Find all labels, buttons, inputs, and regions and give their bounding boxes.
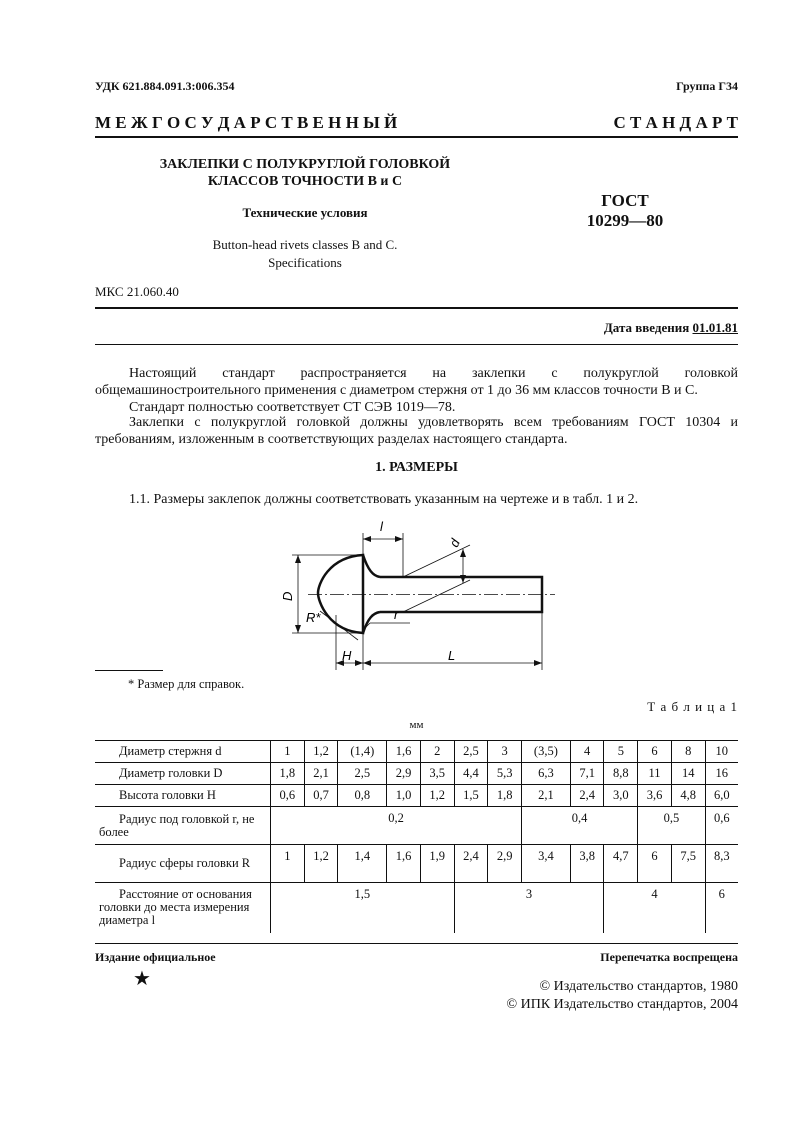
table-cell: 1,2 bbox=[304, 741, 338, 763]
label-d: d bbox=[446, 536, 463, 550]
table-cell: 0,6 bbox=[705, 807, 738, 845]
intro-date-value: 01.01.81 bbox=[692, 320, 738, 335]
table-cell: 7,1 bbox=[570, 763, 604, 785]
standard-banner bbox=[95, 113, 738, 133]
table-cell: 1,6 bbox=[387, 741, 421, 763]
table-cell: 4,4 bbox=[454, 763, 488, 785]
english-title bbox=[95, 236, 515, 272]
row-label: Радиус под головкой r, не более bbox=[95, 807, 271, 845]
table-cell: 14 bbox=[671, 763, 705, 785]
english-title-line2: Specifications bbox=[268, 255, 342, 270]
table-cell: 5 bbox=[604, 741, 638, 763]
footnote: * Размер для справок. bbox=[128, 677, 245, 691]
table-cell: 3,6 bbox=[638, 785, 672, 807]
table-cell: 10 bbox=[705, 741, 738, 763]
table-cell: 3,8 bbox=[570, 845, 604, 883]
footnote-rule bbox=[95, 670, 163, 671]
star-icon: ★ bbox=[133, 968, 151, 990]
label-r: r bbox=[394, 607, 399, 622]
table-cell: 3,5 bbox=[420, 763, 454, 785]
label-D: D bbox=[280, 591, 295, 601]
table-cell: 1 bbox=[271, 845, 305, 883]
table-cell: (1,4) bbox=[338, 741, 387, 763]
table-units: мм bbox=[409, 719, 424, 731]
table-row bbox=[95, 883, 738, 933]
table-cell: 16 bbox=[705, 763, 738, 785]
label-R: R* bbox=[306, 610, 321, 625]
table-row bbox=[95, 741, 738, 763]
intro-date bbox=[604, 320, 738, 336]
row-label: Расстояние от основания головки до места измерения диаметра l bbox=[95, 883, 271, 933]
gost-number: 10299—80 bbox=[586, 211, 664, 230]
table-cell: 1 bbox=[271, 741, 305, 763]
table-cell: 2,9 bbox=[488, 845, 522, 883]
table-cell: 1,2 bbox=[304, 845, 338, 883]
paragraph-sizes: 1.1. Размеры заклепок должны соответствовать указанным на чертеже и в табл. 1 и 2. bbox=[129, 492, 639, 507]
table-cell: 8,8 bbox=[604, 763, 638, 785]
table-cell: 0,5 bbox=[638, 807, 705, 845]
row-label: Диаметр стержня d bbox=[95, 741, 271, 763]
table-cell: 1,5 bbox=[454, 785, 488, 807]
table-cell: 6,0 bbox=[705, 785, 738, 807]
banner-right: С Т А Н Д А Р Т bbox=[613, 113, 738, 132]
table-cell: 2 bbox=[420, 741, 454, 763]
official-edition: Издание официальное bbox=[95, 950, 216, 964]
paragraph-compliance: Стандарт полностью соответствует СТ СЭВ 1019—78. bbox=[129, 400, 456, 415]
udk-code: УДК 621.884.091.3:006.354 bbox=[95, 79, 235, 93]
table-cell: 3,0 bbox=[604, 785, 638, 807]
table-cell: 2,4 bbox=[454, 845, 488, 883]
table-cell: 0,6 bbox=[271, 785, 305, 807]
table-cell: 0,4 bbox=[522, 807, 638, 845]
label-l: l bbox=[380, 519, 383, 534]
table-cell: 2,5 bbox=[338, 763, 387, 785]
table-row bbox=[95, 763, 738, 785]
english-title-line1: Button-head rivets classes B and C. bbox=[212, 237, 398, 252]
document-subtitle: Технические условия bbox=[242, 205, 368, 220]
table-cell: 2,4 bbox=[570, 785, 604, 807]
table-cell: 4,7 bbox=[604, 845, 638, 883]
copyright bbox=[506, 978, 738, 1014]
date-rule bbox=[95, 344, 738, 345]
table-row bbox=[95, 807, 738, 845]
rivet-head bbox=[318, 555, 363, 633]
table-cell: 0,2 bbox=[271, 807, 522, 845]
rivet-fillet bbox=[363, 555, 380, 633]
table-row bbox=[95, 785, 738, 807]
table-cell: 3 bbox=[488, 741, 522, 763]
table-cell: 1,2 bbox=[420, 785, 454, 807]
section-title: 1. РАЗМЕРЫ bbox=[375, 460, 458, 475]
title-rule bbox=[95, 307, 738, 309]
table-cell: 2,5 bbox=[454, 741, 488, 763]
reprint-notice: Перепечатка воспрещена bbox=[600, 950, 738, 964]
label-H: H bbox=[342, 648, 352, 663]
group-code: Группа Г34 bbox=[676, 79, 738, 93]
paragraph-scope: Настоящий стандарт распространяется на заклепки с полукруглой головкой общемашиностроительного применения с диаметром стержня от 1 до 36 мм классов точности В и С. bbox=[95, 366, 738, 398]
table-cell: 2,9 bbox=[387, 763, 421, 785]
table-caption: Т а б л и ц а 1 bbox=[647, 699, 738, 714]
table-cell: 4 bbox=[604, 883, 705, 933]
table-cell: 8 bbox=[671, 741, 705, 763]
footer-rule bbox=[95, 943, 738, 944]
table-cell: 8,3 bbox=[705, 845, 738, 883]
table-cell: 6,3 bbox=[522, 763, 571, 785]
table-cell: 5,3 bbox=[488, 763, 522, 785]
table-cell: 6 bbox=[638, 741, 672, 763]
table-cell: 0,8 bbox=[338, 785, 387, 807]
table-cell: 1,8 bbox=[488, 785, 522, 807]
row-label: Диаметр головки D bbox=[95, 763, 271, 785]
table-cell: 3 bbox=[454, 883, 604, 933]
copyright-2004: © ИПК Издательство стандартов, 2004 bbox=[506, 997, 738, 1012]
table-cell: 4,8 bbox=[671, 785, 705, 807]
table-cell: 1,9 bbox=[420, 845, 454, 883]
table-row bbox=[95, 845, 738, 883]
header-rule bbox=[95, 136, 738, 138]
table-cell: 1,5 bbox=[271, 883, 455, 933]
banner-left: М Е Ж Г О С У Д А Р С Т В Е Н Н Ы Й bbox=[95, 113, 398, 132]
table-cell: 4 bbox=[570, 741, 604, 763]
table-cell: 3,4 bbox=[522, 845, 571, 883]
table-cell: 0,7 bbox=[304, 785, 338, 807]
table-cell: 1,0 bbox=[387, 785, 421, 807]
paragraph-requirements: Заклепки с полукруглой головкой должны удовлетворять всем требованиям ГОСТ 10304 и требованиям, изложенным в соответствующих разделах настоящего стандарта. bbox=[95, 415, 738, 447]
row-label: Радиус сферы головки R bbox=[95, 845, 271, 883]
label-L: L bbox=[448, 648, 456, 663]
table-cell: 1,6 bbox=[387, 845, 421, 883]
table-cell: 2,1 bbox=[522, 785, 571, 807]
gost-designation bbox=[560, 191, 690, 231]
table-cell: 6 bbox=[705, 883, 738, 933]
copyright-1980: © Издательство стандартов, 1980 bbox=[539, 979, 738, 994]
rivet-drawing bbox=[270, 515, 570, 675]
title-line1: ЗАКЛЕПКИ С ПОЛУКРУГЛОЙ ГОЛОВКОЙ bbox=[159, 157, 451, 172]
intro-date-label: Дата введения bbox=[603, 320, 690, 335]
table-cell: 2,1 bbox=[304, 763, 338, 785]
table-cell: (3,5) bbox=[522, 741, 571, 763]
table-cell: 1,4 bbox=[338, 845, 387, 883]
dimensions-table bbox=[95, 740, 738, 933]
table-cell: 1,8 bbox=[271, 763, 305, 785]
row-label: Высота головки H bbox=[95, 785, 271, 807]
table-cell: 7,5 bbox=[671, 845, 705, 883]
title-line2: КЛАССОВ ТОЧНОСТИ В и С bbox=[207, 174, 403, 189]
document-title bbox=[95, 156, 515, 190]
mks-code: МКС 21.060.40 bbox=[95, 284, 179, 299]
gost-label: ГОСТ bbox=[601, 191, 649, 210]
table-cell: 6 bbox=[638, 845, 672, 883]
table-cell: 11 bbox=[638, 763, 672, 785]
